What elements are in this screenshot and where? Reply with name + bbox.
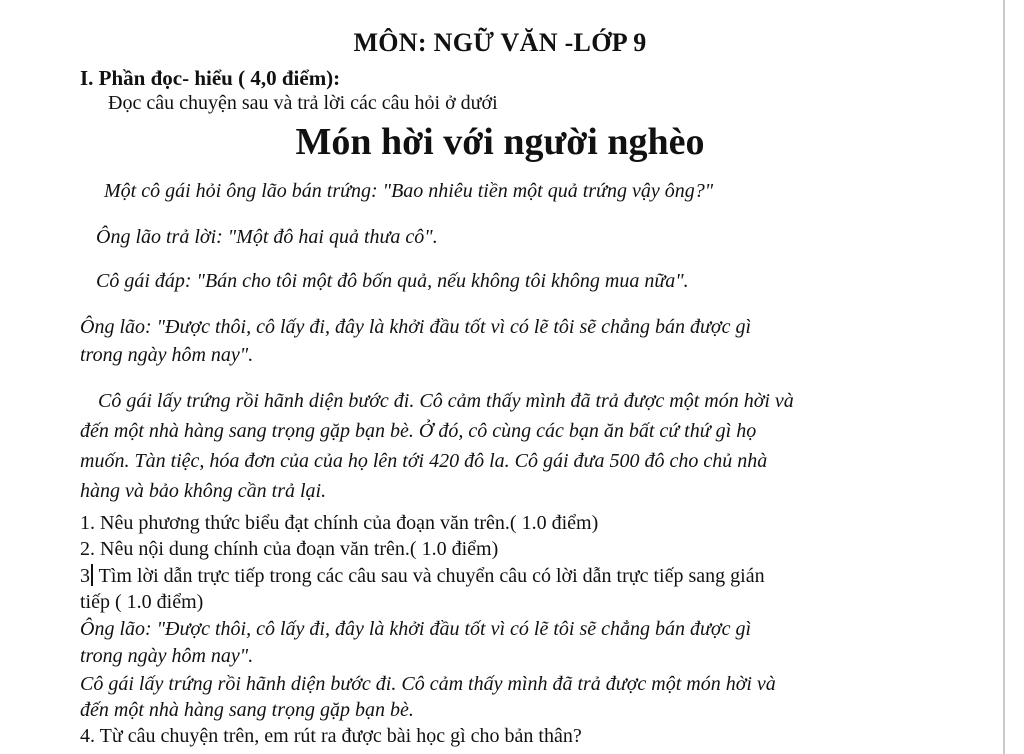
page-edge-divider bbox=[1003, 0, 1005, 754]
story-line: Cô gái lấy trứng rồi hãnh diện bước đi. Cô cảm thấy mình đã trả được một món hời và bbox=[98, 390, 794, 412]
subject-heading: MÔN: NGỮ VĂN -LỚP 9 bbox=[353, 28, 647, 57]
story-line: đến một nhà hàng sang trọng gặp bạn bè. Ở đó, cô cùng các bạn ăn bất cứ thứ gì họ bbox=[80, 420, 757, 442]
question-4: 4. Từ câu chuyện trên, em rút ra được bài học gì cho bản thân? bbox=[80, 725, 582, 747]
question-2: 2. Nêu nội dung chính của đoạn văn trên.( 1.0 điểm) bbox=[80, 538, 499, 560]
instruction-text: Đọc câu chuyện sau và trả lời các câu hỏi ở dưới bbox=[108, 92, 498, 114]
question-3-text: Tìm lời dẫn trực tiếp trong các câu sau và chuyển câu có lời dẫn trực tiếp sang gián bbox=[94, 565, 765, 587]
question-3-quote: trong ngày hôm nay". bbox=[80, 645, 254, 667]
story-title: Món hời với người nghèo bbox=[295, 121, 705, 163]
question-1: 1. Nêu phương thức biểu đạt chính của đoạn văn trên.( 1.0 điểm) bbox=[80, 512, 599, 534]
text-cursor bbox=[91, 564, 93, 586]
question-3-number: 3 bbox=[80, 565, 90, 587]
question-3-quote: Cô gái lấy trứng rồi hãnh diện bước đi. Cô cảm thấy mình đã trả được một món hời và bbox=[80, 673, 776, 695]
story-line: Ông lão trả lời: "Một đô hai quả thưa cô". bbox=[96, 226, 438, 248]
question-3-continued: tiếp ( 1.0 điểm) bbox=[80, 591, 204, 613]
story-line: trong ngày hôm nay". bbox=[80, 344, 254, 366]
question-3-quote: đến một nhà hàng sang trọng gặp bạn bè. bbox=[80, 699, 414, 721]
story-line: Cô gái đáp: "Bán cho tôi một đô bốn quả, nếu không tôi không mua nữa". bbox=[96, 270, 689, 292]
story-line: hàng và bảo không cần trả lại. bbox=[80, 480, 327, 502]
story-line: Một cô gái hỏi ông lão bán trứng: "Bao nhiêu tiền một quả trứng vậy ông?" bbox=[104, 180, 714, 202]
section-heading: I. Phần đọc- hiểu ( 4,0 điểm): bbox=[80, 66, 341, 90]
story-line: Ông lão: "Được thôi, cô lấy đi, đây là khởi đầu tốt vì có lẽ tôi sẽ chẳng bán được gì bbox=[80, 316, 752, 338]
question-3 bbox=[80, 564, 765, 588]
question-3-quote: Ông lão: "Được thôi, cô lấy đi, đây là khởi đầu tốt vì có lẽ tôi sẽ chẳng bán được gì bbox=[80, 618, 752, 640]
story-line: muốn. Tàn tiệc, hóa đơn của của họ lên tới 420 đô la. Cô gái đưa 500 đô cho chủ nhà bbox=[80, 450, 768, 472]
